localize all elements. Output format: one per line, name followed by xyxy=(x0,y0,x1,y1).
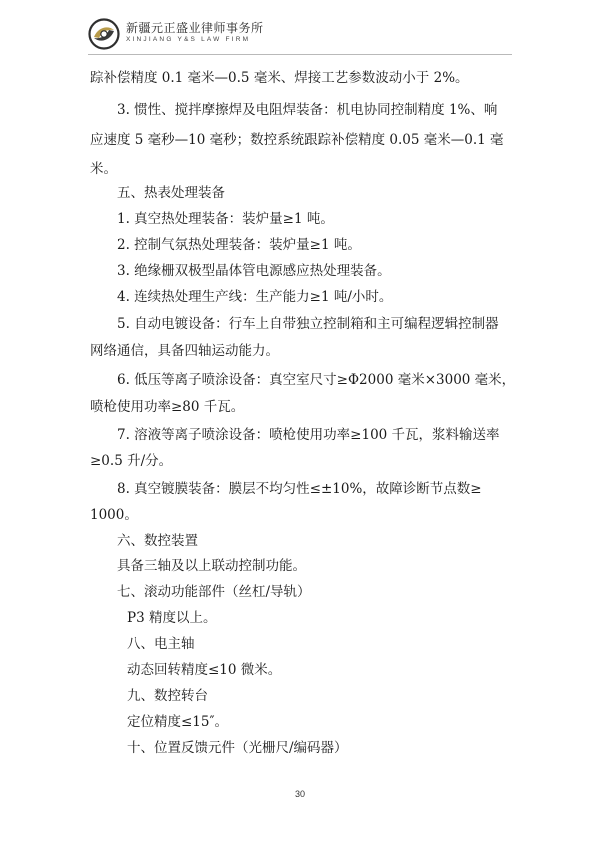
text-line: ≥0.5 升/分。 xyxy=(90,453,173,469)
text-line: P3 精度以上。 xyxy=(127,610,217,626)
text-line: 米。 xyxy=(90,161,117,177)
page-number: 30 xyxy=(294,789,305,799)
text-line: 踪补偿精度 0.1 毫米—0.5 毫米、焊接工艺参数波动小于 2%。 xyxy=(90,70,469,86)
section-heading: 五、热表处理装备 xyxy=(117,185,225,201)
text-line: 网络通信，具备四轴运动能力。 xyxy=(90,343,279,359)
text-line: 动态回转精度≤10 微米。 xyxy=(127,662,282,678)
section-heading: 十、位置反馈元件（光栅尺/编码器） xyxy=(127,740,348,756)
text-line: 定位精度≤15″。 xyxy=(127,714,229,730)
text-line: 应速度 5 毫秒—10 毫秒；数控系统跟踪补偿精度 0.05 毫米—0.1 毫 xyxy=(90,132,504,148)
text-line: 喷枪使用功率≥80 千瓦。 xyxy=(90,399,245,415)
text-line: 8. 真空镀膜装备：膜层不均匀性≤±10%，故障诊断节点数≥ xyxy=(117,481,482,497)
text-line: 1. 真空热处理装备：装炉量≥1 吨。 xyxy=(117,211,334,227)
header-divider xyxy=(88,54,512,55)
firm-name-chinese: 新疆元正盛业律师事务所 xyxy=(126,21,264,35)
text-line: 5. 自动电镀设备：行车上自带独立控制箱和主可编程逻辑控制器 xyxy=(117,316,499,332)
section-heading: 九、数控转台 xyxy=(127,688,208,704)
section-heading: 六、数控装置 xyxy=(117,533,198,549)
firm-name-english: XINJIANG Y&S LAW FIRM xyxy=(126,36,251,43)
text-line: 3. 惯性、搅拌摩擦焊及电阻焊装备：机电协同控制精度 1%、响 xyxy=(117,102,498,118)
text-line: 2. 控制气氛热处理装备：装炉量≥1 吨。 xyxy=(117,237,361,253)
text-line: 1000。 xyxy=(90,507,138,523)
text-line: 4. 连续热处理生产线：生产能力≥1 吨/小时。 xyxy=(117,289,393,305)
text-line: 6. 低压等离子喷涂设备：真空室尺寸≥Φ2000 毫米×3000 毫米， xyxy=(117,372,516,388)
text-line: 具备三轴及以上联动控制功能。 xyxy=(117,558,306,574)
text-line: 3. 绝缘栅双极型晶体管电源感应热处理装备。 xyxy=(117,263,391,279)
text-line: 7. 溶液等离子喷涂设备：喷枪使用功率≥100 千瓦，浆料输送率 xyxy=(117,427,500,443)
section-heading: 八、电主轴 xyxy=(127,636,195,652)
firm-logo-icon xyxy=(88,18,120,50)
section-heading: 七、滚动功能部件（丝杠/导轨） xyxy=(117,584,311,600)
